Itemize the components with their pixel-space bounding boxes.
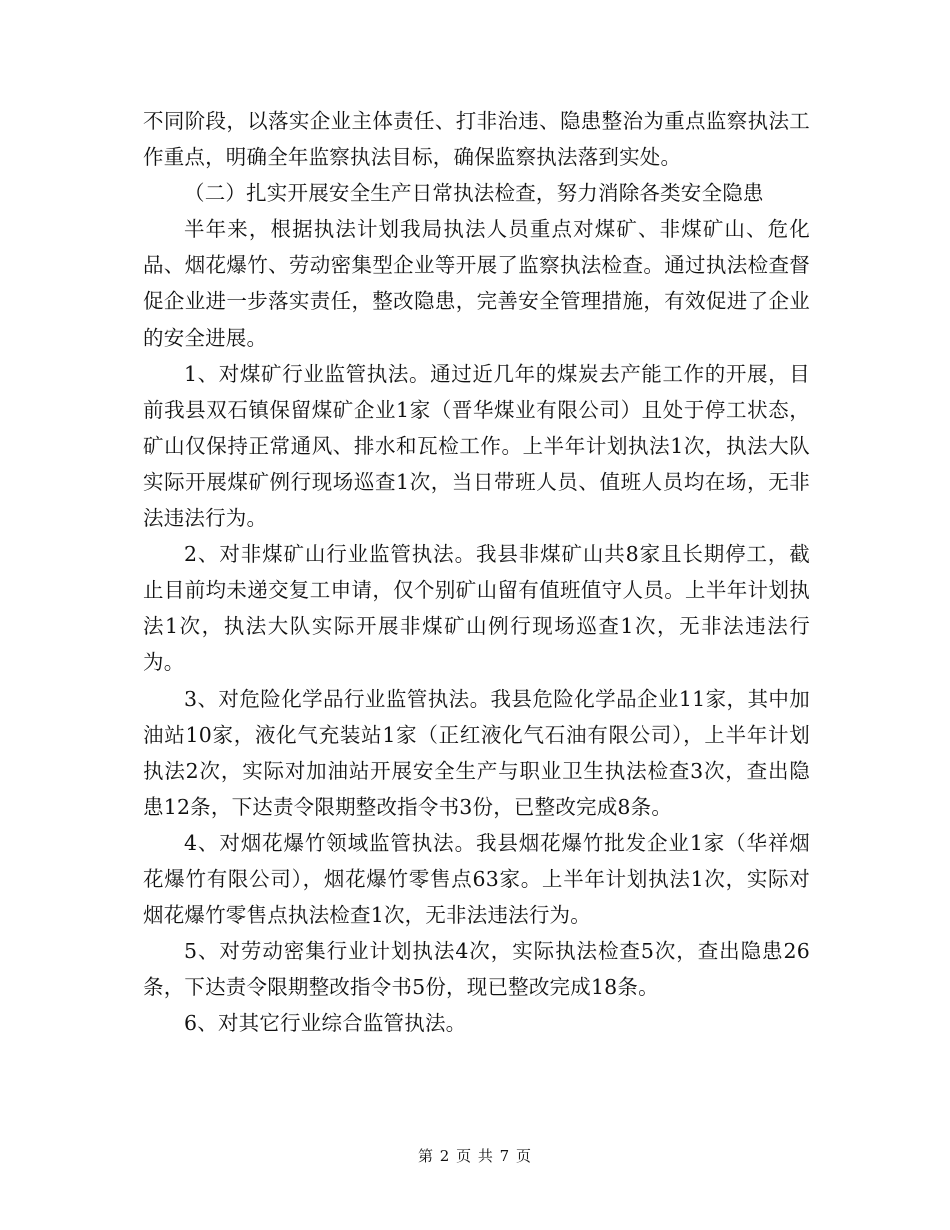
section-heading-2: （二）扎实开展安全生产日常执法检查，努力消除各类安全隐患	[184, 181, 764, 206]
paragraph-1: 不同阶段，以落实企业主体责任、打非治违、隐患整治为重点监察执法工作重点，明确全年监察执法目标，确保监察执法落到实处。	[143, 109, 810, 170]
paragraph-overview: 半年来，根据执法计划我局执法人员重点对煤矿、非煤矿山、危化品、烟花爆竹、劳动密集型企业等开展了监察执法检查。通过执法检查督促企业进一步落实责任，整改隐患，完善安全管理措施，有效促进了企业的安全进展。	[143, 217, 810, 350]
paragraph-item-2-non-coal-mine: 2、对非煤矿山行业监管执法。我县非煤矿山共8家且长期停工，截止目前均未递交复工申请，仅个别矿山留有值班值守人员。上半年计划执法1次，执法大队实际开展非煤矿山例行现场巡查1次，无非法违法行为。	[143, 542, 810, 675]
paragraph-item-1-coal-mine: 1、对煤矿行业监管执法。通过近几年的煤炭去产能工作的开展，目前我县双石镇保留煤矿企业1家（晋华煤业有限公司）且处于停工状态，矿山仅保持正常通风、排水和瓦检工作。上半年计划执法1次，执法大队实际开展煤矿例行现场巡查1次，当日带班人员、值班人员均在场，无非法违法行为。	[143, 361, 810, 531]
paragraph-item-4-fireworks: 4、对烟花爆竹领域监管执法。我县烟花爆竹批发企业1家（华祥烟花爆竹有限公司），烟花爆竹零售点63家。上半年计划执法1次，实际对烟花爆竹零售点执法检查1次，无非法违法行为。	[143, 830, 810, 928]
page-number-footer: 第 2 页 共 7 页	[418, 1147, 532, 1165]
paragraph-item-3-hazardous-chemicals: 3、对危险化学品行业监管执法。我县危险化学品企业11家，其中加油站10家，液化气充装站1家（正红液化气石油有限公司），上半年计划执法2次，实际对加油站开展安全生产与职业卫生执法检查3次，查出隐患12条，下达责令限期整改指令书3份，已整改完成8条。	[143, 686, 810, 819]
paragraph-item-5-labor-intensive: 5、对劳动密集行业计划执法4次，实际执法检查5次，查出隐患26条，下达责令限期整改指令书5份，现已整改完成18条。	[143, 939, 810, 1000]
paragraph-item-6-other-industries: 6、对其它行业综合监管执法。	[184, 1011, 467, 1036]
document-body	[143, 103, 810, 1041]
